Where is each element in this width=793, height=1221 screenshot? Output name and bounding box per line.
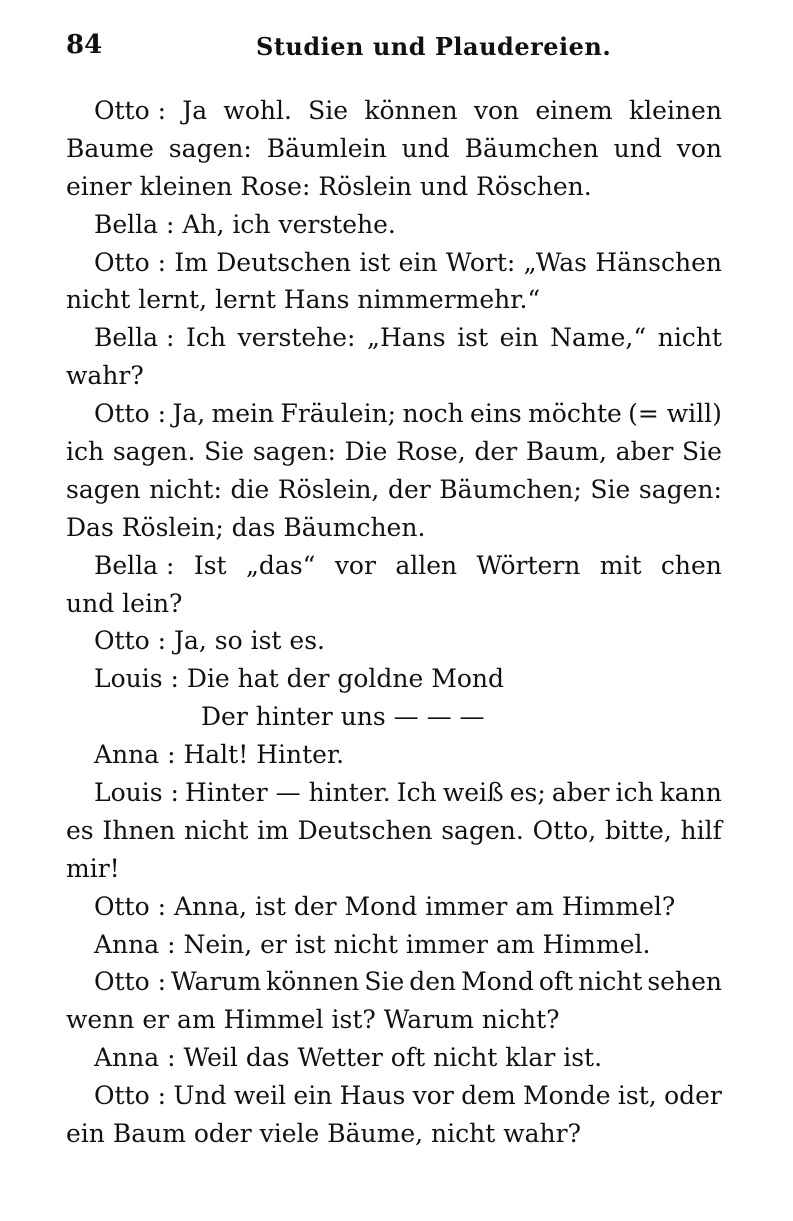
text-segment: aber — [551, 778, 610, 808]
text-segment: der — [387, 474, 431, 504]
text-segment: es — [66, 815, 94, 845]
text-line — [66, 1001, 722, 1039]
text-segment: oft — [538, 967, 574, 997]
text-segment: oder — [664, 1081, 722, 1111]
text-segment: Sie — [204, 437, 245, 467]
text-line — [66, 509, 722, 547]
text-line — [66, 698, 722, 736]
text-segment: Der hinter uns — — — — [201, 702, 485, 732]
text-line — [66, 471, 722, 509]
text-segment: einer kleinen Rose: Röslein und Röschen. — [66, 171, 592, 201]
text-segment: können — [266, 967, 360, 997]
text-segment: „Hans — [367, 323, 446, 353]
text-segment: Anna : Halt! Hinter. — [94, 740, 345, 770]
text-segment: Deutschen — [216, 247, 352, 277]
text-segment: Rose, — [396, 437, 466, 467]
text-segment: Ja — [182, 96, 208, 125]
text-segment: einem — [535, 96, 613, 125]
text-segment: nicht — [578, 967, 643, 997]
text-segment: „Was — [523, 247, 587, 277]
text-segment: noch — [402, 399, 464, 429]
text-segment: ist — [457, 323, 489, 353]
text-segment: nicht lernt, lernt Hans nimmermehr.“ — [66, 285, 541, 315]
text-segment: von — [676, 133, 722, 163]
running-title: Studien und Plaudereien. — [256, 32, 612, 61]
text-segment: kann — [659, 778, 722, 808]
text-segment: Otto : — [94, 96, 167, 125]
text-segment: Sie — [682, 437, 722, 467]
text-segment: hilf — [680, 815, 722, 845]
text-segment: eins — [470, 399, 522, 429]
text-segment: Das Röslein; das Bäumchen. — [66, 512, 426, 542]
text-segment: wahr? — [66, 361, 144, 391]
text-segment: Warum — [170, 967, 262, 997]
text-segment: Otto : Anna, ist der Mond immer am Himmel? — [94, 891, 676, 921]
text-segment: sagen — [66, 474, 141, 504]
text-segment: ich — [615, 778, 654, 808]
text-line — [66, 850, 722, 888]
text-segment: Wort: — [445, 247, 516, 277]
text-segment: ein — [499, 323, 539, 353]
text-segment: nicht: — [149, 474, 222, 504]
text-segment: können — [364, 96, 458, 125]
text-segment: „das“ — [245, 550, 316, 580]
text-segment: Im — [174, 247, 208, 277]
text-segment: sagen: — [252, 437, 336, 467]
text-segment: Otto : — [94, 967, 167, 997]
text-segment: Monde — [523, 1081, 611, 1111]
text-segment: Fräulein; — [280, 399, 397, 429]
text-segment: Deutschen — [297, 815, 433, 845]
text-line — [66, 319, 722, 357]
text-segment: allen — [395, 550, 458, 580]
text-segment: möchte — [528, 399, 622, 429]
text-line — [66, 1039, 722, 1077]
text-segment: den — [409, 967, 457, 997]
text-segment: Ich — [396, 778, 437, 808]
text-line — [66, 812, 722, 850]
text-segment: mit — [599, 550, 642, 580]
text-segment: weiß — [442, 778, 504, 808]
text-segment: Mond — [461, 967, 534, 997]
text-segment: mein — [211, 399, 275, 429]
text-segment: wenn er am Himmel ist? Warum nicht? — [66, 1005, 560, 1035]
text-segment: Hänschen — [595, 247, 722, 277]
text-segment: nicht — [657, 323, 722, 353]
text-segment: sagen: — [638, 474, 722, 504]
text-segment: der — [474, 437, 518, 467]
text-segment: weil — [233, 1081, 287, 1111]
text-segment: Wörtern — [476, 550, 581, 580]
text-segment: und — [613, 133, 662, 163]
text-segment: Ihnen — [102, 815, 176, 845]
text-segment: (= will) — [628, 399, 722, 429]
text-segment: Baume — [66, 133, 154, 163]
text-segment: vor — [334, 550, 376, 580]
text-segment: und lein? — [66, 588, 183, 618]
text-line — [66, 92, 722, 130]
text-line — [66, 963, 722, 1001]
text-segment: sehen — [647, 967, 722, 997]
text-segment: Bäumchen; — [439, 474, 582, 504]
text-segment: chen — [660, 550, 722, 580]
text-line — [66, 926, 722, 964]
text-segment: Bäumchen — [464, 133, 599, 163]
text-segment: Name,“ — [550, 323, 647, 353]
text-segment: ist, — [617, 1081, 657, 1111]
text-segment: Ich — [186, 323, 226, 353]
text-segment: und — [401, 133, 450, 163]
text-segment: sagen. — [112, 437, 196, 467]
text-segment: Anna : Nein, er ist nicht immer am Himmel. — [94, 929, 651, 959]
text-segment: bitte, — [604, 815, 672, 845]
text-segment: aber — [615, 437, 674, 467]
text-line — [66, 622, 722, 660]
text-segment: die — [230, 474, 270, 504]
text-line — [66, 395, 722, 433]
text-segment: vor — [412, 1081, 454, 1111]
text-segment: Anna : Weil das Wetter oft nicht klar ist. — [94, 1043, 603, 1073]
page-header — [66, 30, 726, 70]
text-segment: Bella : — [94, 550, 175, 580]
text-segment: ein — [293, 1081, 333, 1111]
text-segment: Die — [344, 437, 388, 467]
text-segment: nicht — [184, 815, 249, 845]
text-segment: Otto : Ja, so ist es. — [94, 626, 325, 656]
text-segment: Louis : Die hat der goldne Mond — [94, 664, 505, 694]
text-segment: ein — [398, 247, 438, 277]
text-segment: Und — [173, 1081, 227, 1111]
text-segment: Bäumlein — [266, 133, 387, 163]
text-segment: Ist — [193, 550, 227, 580]
text-segment: Sie — [590, 474, 631, 504]
text-segment: Sie — [308, 96, 349, 125]
text-segment: sagen. — [441, 815, 524, 845]
text-segment: Sie — [364, 967, 405, 997]
text-segment: Röslein, — [277, 474, 380, 504]
text-line — [66, 281, 722, 319]
text-segment: ich — [66, 437, 105, 467]
text-line — [66, 1077, 722, 1115]
text-segment: im — [257, 815, 289, 845]
text-line — [66, 736, 722, 774]
text-line — [66, 888, 722, 926]
text-segment: Haus — [339, 1081, 406, 1111]
text-segment: von — [473, 96, 520, 125]
page-number: 84 — [66, 30, 103, 60]
text-segment: dem — [461, 1081, 516, 1111]
text-segment: Bella : Ah, ich verstehe. — [94, 209, 396, 239]
text-segment: kleinen — [629, 96, 722, 125]
text-segment: sagen: — [168, 133, 252, 163]
text-segment: wohl. — [223, 96, 292, 125]
text-segment: es; — [509, 778, 546, 808]
text-line — [66, 168, 722, 206]
text-segment: mir! — [66, 853, 120, 883]
text-segment: Otto : — [94, 1081, 167, 1111]
text-segment: Ja, — [172, 399, 206, 429]
dialogue-text — [66, 92, 722, 1153]
text-segment: Otto, — [532, 815, 597, 845]
text-line — [66, 774, 722, 812]
text-segment: Hinter — hinter. — [184, 778, 391, 808]
text-line — [66, 1115, 722, 1153]
text-line — [66, 547, 722, 585]
text-line — [66, 433, 722, 471]
text-line — [66, 585, 722, 623]
text-line — [66, 206, 722, 244]
text-line — [66, 357, 722, 395]
text-segment: Otto : — [94, 399, 167, 429]
text-line — [66, 660, 722, 698]
text-segment: Otto : — [94, 247, 167, 277]
text-segment: ist — [359, 247, 391, 277]
text-segment: Bella : — [94, 323, 175, 353]
text-line — [66, 130, 722, 168]
text-segment: Louis : — [94, 778, 179, 808]
text-line — [66, 244, 722, 282]
text-segment: ein Baum oder viele Bäume, nicht wahr? — [66, 1119, 581, 1149]
text-segment: Baum, — [525, 437, 607, 467]
text-segment: verstehe: — [237, 323, 356, 353]
